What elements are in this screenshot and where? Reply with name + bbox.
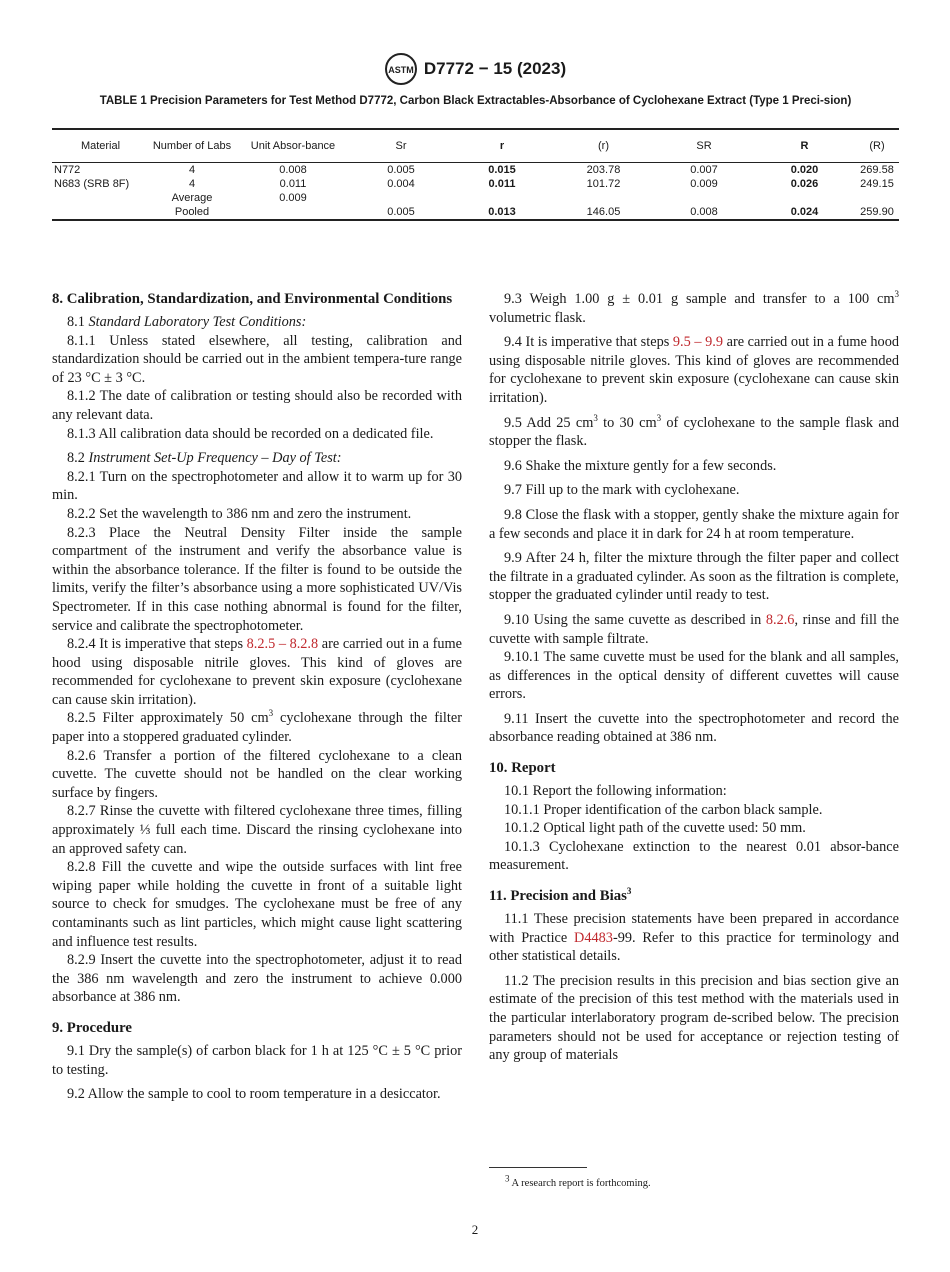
precision-table bbox=[52, 128, 899, 221]
steps-9-5-link[interactable]: 9.5 – 9.9 bbox=[672, 334, 723, 351]
cell-pooled-r-pct: 146.05 bbox=[553, 205, 654, 220]
para-10-1-2: 10.1.2 Optical light path of the cuvette used: 50 mm. bbox=[504, 820, 806, 837]
left-column bbox=[52, 290, 462, 1104]
section-11-title: 11. Precision and Bias$^3$ bbox=[489, 886, 632, 905]
cell-r-pct: 203.78 bbox=[586, 163, 621, 176]
footnote: $^3$ A research report is forthcoming. bbox=[505, 1173, 651, 1189]
cell-absorbance: 0.008 bbox=[279, 163, 307, 176]
cell-R: 0.026 bbox=[790, 177, 819, 190]
cell-r-pct: 101.72 bbox=[586, 177, 621, 190]
cell-pooled-r: 0.013 bbox=[451, 205, 553, 220]
cell-r: 0.011 bbox=[488, 177, 516, 190]
cell-absorbance: 0.011 bbox=[279, 177, 307, 190]
col-R: R bbox=[754, 129, 855, 163]
para-8-2-7: 8.2.7 Rinse the cuvette with filtered cyclohexane three times, filling approximately ⅓ full each time. Discard the rinsing cyclohexane into an approved safety can. bbox=[52, 803, 462, 857]
para-9-11: 9.11 Insert the cuvette into the spectrophotometer and record the absorbance reading obtained at 386 nm. bbox=[489, 710, 899, 746]
para-11-1: 11.1 These precision statements have been prepared in accordance with Practice D4483-99. Refer to this practice for terminology and other statistical details. bbox=[489, 911, 899, 965]
para-9-6: 9.6 Shake the mixture gently for a few seconds. bbox=[504, 457, 777, 474]
para-9-9: 9.9 After 24 h, filter the mixture through the filter paper and collect the filtrate in a graduated cylinder. As soon as the filtration is complete, stopper the graduated cylinder until ready to test. bbox=[489, 550, 899, 604]
para-9-7: 9.7 Fill up to the mark with cyclohexane. bbox=[504, 482, 740, 499]
table-row bbox=[52, 177, 899, 191]
para-9-3: 9.3 Weigh 1.00 g ± 0.01 g sample and transfer to a 100 $cm^3$ volumetric flask. bbox=[489, 289, 899, 326]
para-9-2: 9.2 Allow the sample to cool to room temperature in a desiccator. bbox=[67, 1086, 441, 1103]
cell-SR: 0.007 bbox=[690, 163, 718, 176]
cell-pooled-R-pct: 259.90 bbox=[855, 205, 899, 220]
para-8-2-2: 8.2.2 Set the wavelength to 386 nm and zero the instrument. bbox=[67, 505, 412, 522]
cell-pooled-SR: 0.008 bbox=[654, 205, 754, 220]
col-r: r bbox=[451, 129, 553, 163]
cell-material: N772 bbox=[54, 163, 81, 176]
para-8-2: 8.2 Instrument Set-Up Frequency – Day of Test: bbox=[67, 450, 342, 467]
section-8-title: 8. Calibration, Standardization, and Environmental Conditions bbox=[52, 291, 453, 307]
cell-pooled-sr: 0.005 bbox=[351, 205, 451, 220]
right-column bbox=[489, 290, 899, 1065]
para-8-2-5: 8.2.5 Filter approximately 50 $cm^3$ cyclohexane through the filter paper into a stoppered graduated cylinder. bbox=[52, 708, 462, 746]
para-8-2-6: 8.2.6 Transfer a portion of the filtered cyclohexane to a clean cuvette. The cuvette should not be handled on the clear working surface by fingers. bbox=[52, 747, 462, 801]
cell-r: 0.015 bbox=[488, 163, 516, 176]
para-11-2: 11.2 The precision results in this precision and bias section give an estimate of the precision of this test method with the materials used in the particular interlaboratory program de-scribed below. The precision parameters should not be used for acceptance or rejection testing of any group of materials bbox=[489, 972, 899, 1064]
para-8-2-1: 8.2.1 Turn on the spectrophotometer and allow it to warm up for 30 min. bbox=[52, 468, 462, 504]
para-8-1-3: 8.1.3 All calibration data should be recorded on a dedicated file. bbox=[67, 425, 434, 442]
col-R-pct: (R) bbox=[855, 129, 899, 163]
para-8-1-1: 8.1.1 Unless stated elsewhere, all testing, calibration and standardization should be carried out in the ambient tempera-ture range of 23 °C ± 3 °C. bbox=[52, 332, 462, 386]
cell-labs: 4 bbox=[188, 177, 196, 190]
steps-8-2-5-link[interactable]: 8.2.5 – 8.2.8 bbox=[246, 636, 319, 653]
cell-pooled-label: Pooled bbox=[149, 205, 235, 220]
document-designation: D7772 − 15 (2023) bbox=[423, 59, 567, 78]
col-sr: Sr bbox=[351, 129, 451, 163]
para-9-10-1: 9.10.1 The same cuvette must be used for the blank and all samples, as differences in the optical density of different cuvettes will cause errors. bbox=[489, 649, 899, 703]
section-9-title: 9. Procedure bbox=[52, 1019, 132, 1036]
para-9-5: 9.5 Add 25 $cm^3$ to 30 $cm^3$ of cyclohexane to the sample flask and stopper the flask. bbox=[489, 412, 899, 450]
para-9-4: 9.4 It is imperative that steps 9.5 – 9.9 are carried out in a fume hood using disposable nitrile gloves. This kind of gloves are recommended for cyclohexane to prevent skin exposure (cyclohexane can cause skin irritation). bbox=[489, 334, 900, 406]
cell-R-pct: 269.58 bbox=[860, 163, 894, 176]
para-8-1-2: 8.1.2 The date of calibration or testing should also be recorded with any relevant data. bbox=[52, 388, 462, 423]
col-absorbance: Unit Absor-bance bbox=[235, 129, 351, 163]
practice-d4483-link[interactable]: D4483 bbox=[574, 929, 613, 946]
para-10-1-1: 10.1.1 Proper identification of the carbon black sample. bbox=[504, 801, 823, 818]
para-8-2-8: 8.2.8 Fill the cuvette and wipe the outside surfaces with lint free wiping paper while holding the cuvette in front of a suitable light source to check for smudges. The cyclohexane must be free of any contaminants such as lint particles, which might cause light scattering and influence test results. bbox=[52, 859, 462, 950]
table-caption: TABLE 1 Precision Parameters for Test Method D7772, Carbon Black Extractables-Absorbance of Cyclohexane Extract (Type 1 Preci-sion) bbox=[99, 95, 852, 107]
cell-labs: 4 bbox=[188, 163, 196, 176]
col-material: Material bbox=[52, 129, 149, 163]
step-8-2-6-link[interactable]: 8.2.6 bbox=[765, 611, 795, 628]
cell-R-pct: 249.15 bbox=[860, 177, 894, 190]
para-9-8: 9.8 Close the flask with a stopper, gently shake the mixture again for a few seconds and place it in dark for 24 h at room temperature. bbox=[489, 506, 899, 542]
page-number: 2 bbox=[471, 1222, 479, 1237]
cell-sr: 0.004 bbox=[387, 177, 415, 190]
astm-logo-label: ASTM bbox=[388, 65, 414, 75]
para-8-2-9: 8.2.9 Insert the cuvette into the spectrophotometer, adjust it to read the 386 nm wavelength and zero the instrument to achieve 0.000 absorbance at 386 nm. bbox=[52, 952, 462, 1006]
astm-logo-icon bbox=[384, 52, 418, 86]
para-9-1: 9.1 Dry the sample(s) of carbon black for 1 h at 125 °C ± 5 °C prior to testing. bbox=[52, 1042, 462, 1078]
col-labs: Number of Labs bbox=[149, 129, 235, 163]
cell-average-label: Average bbox=[171, 191, 213, 204]
table-row-pooled bbox=[52, 205, 899, 220]
para-9-10: 9.10 Using the same cuvette as described in 8.2.6, rinse and fill the cuvette with sample filtrate. bbox=[489, 611, 899, 647]
cell-SR: 0.009 bbox=[690, 177, 718, 190]
cell-average-absorbance: 0.009 bbox=[279, 191, 307, 204]
col-r-pct: (r) bbox=[553, 129, 654, 163]
table-row-average bbox=[52, 191, 899, 205]
cell-pooled-R: 0.024 bbox=[754, 205, 855, 220]
table-row bbox=[52, 163, 899, 178]
para-8-2-4: 8.2.4 It is imperative that steps 8.2.5 – 8.2.8 are carried out in a fume hood using disposable nitrile gloves. This kind of gloves are recommended for cyclohexane to prevent skin exposure (cyclohexane can cause skin irritation). bbox=[52, 636, 462, 708]
table-header-row bbox=[52, 129, 899, 163]
col-SR: SR bbox=[654, 129, 754, 163]
section-10-title: 10. Report bbox=[489, 760, 556, 777]
cell-R: 0.020 bbox=[790, 163, 819, 176]
para-10-1: 10.1 Report the following information: bbox=[504, 783, 727, 800]
footnote-divider bbox=[489, 1167, 587, 1168]
cell-sr: 0.005 bbox=[387, 163, 415, 176]
para-8-1: 8.1 Standard Laboratory Test Conditions: bbox=[67, 314, 307, 330]
page-header bbox=[0, 52, 950, 86]
cell-material: N683 (SRB 8F) bbox=[54, 177, 130, 190]
para-10-1-3: 10.1.3 Cyclohexane extinction to the nearest 0.01 absor-bance measurement. bbox=[489, 838, 899, 874]
para-8-2-3: 8.2.3 Place the Neutral Density Filter inside the sample compartment of the instrument and verify the absorbance value is within the absorbance tolerance. If the filter is found to be outside the limits, verify the filter’s absorbance using a more sophisticated UV/Vis Spectrometer. If in this case nothing abnormal is found for the filter, service and calibrate the spectrophotometer. bbox=[52, 524, 462, 634]
